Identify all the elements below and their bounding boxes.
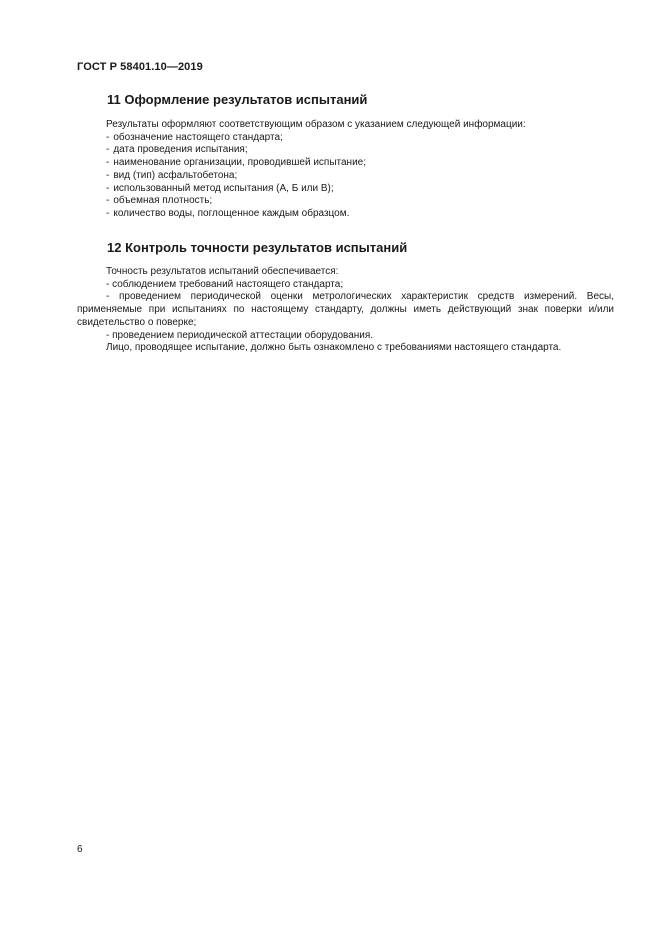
list-item: - проведением периодической аттестации оборудования. [106, 329, 374, 341]
list-item: - объемная плотность; [106, 195, 213, 207]
section-12-title: 12 Контроль точности результатов испытаний [107, 240, 408, 255]
list-item: - проведением периодической оценки метрологических характеристик средств измерений. Весы, применяемые при испытаниях по настоящему стандарту, должны иметь действующий знак поверки и/или свидетельство о поверке; [77, 291, 614, 328]
list-item: - наименование организации, проводившей испытание; [106, 157, 366, 169]
section-12 [77, 240, 614, 355]
section-12-intro: Точность результатов испытаний обеспечивается: [106, 266, 339, 277]
list-item: - вид (тип) асфальтобетона; [106, 169, 238, 181]
list-item: - соблюдением требований настоящего стандарта; [106, 278, 344, 290]
section-11 [77, 92, 614, 221]
list-item: - обозначение настоящего стандарта; [106, 131, 283, 143]
list-item: - дата проведения испытания; [106, 144, 248, 156]
section-11-title: 11 Оформление результатов испытаний [107, 92, 368, 107]
list-item: - использованный метод испытания (А, Б или В); [106, 182, 334, 194]
document-header: ГОСТ Р 58401.10—2019 [77, 61, 203, 73]
section-11-intro: Результаты оформляют соответствующим образом с указанием следующей информации: [106, 119, 526, 130]
page-number: 6 [77, 844, 83, 855]
section-11-list [77, 132, 614, 221]
list-item: - количество воды, поглощенное каждым образцом. [106, 207, 350, 219]
section-12-closing: Лицо, проводящее испытание, должно быть ознакомлено с требованиями настоящего стандарта. [106, 342, 562, 354]
